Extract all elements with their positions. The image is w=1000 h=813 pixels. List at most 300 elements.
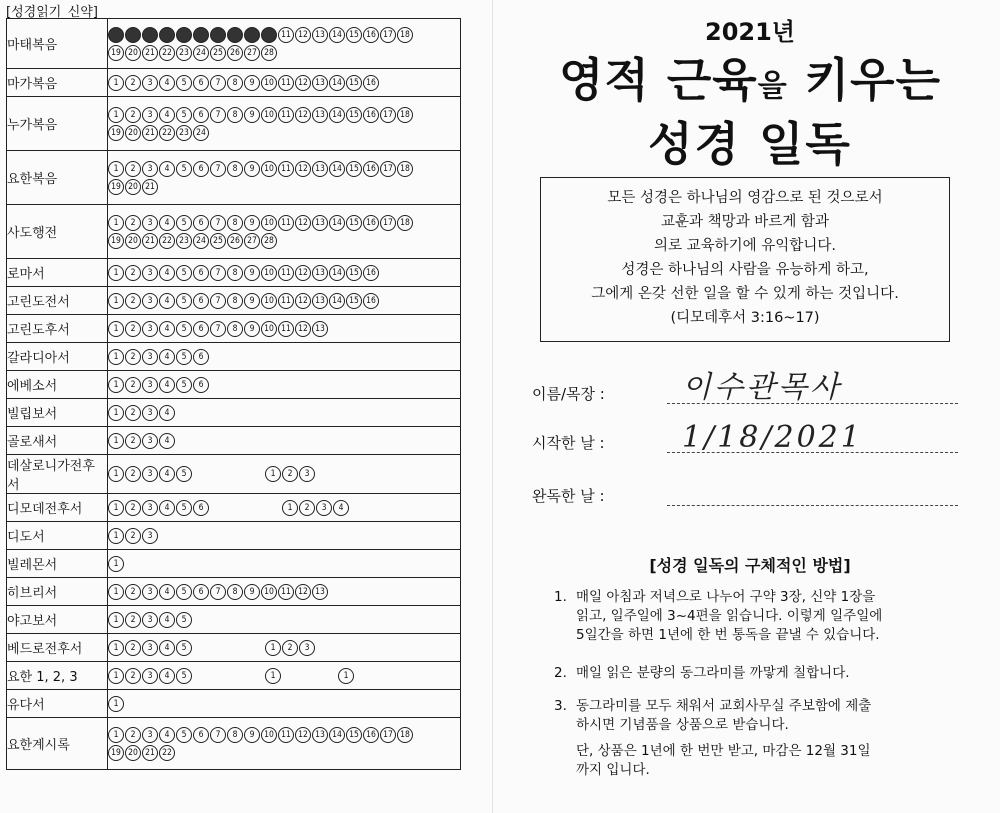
step-line: 하시면 기념품을 상품으로 받습니다. xyxy=(576,717,789,733)
chapter-circle[interactable]: 5 xyxy=(176,321,192,337)
chapter-circle[interactable]: 4 xyxy=(159,405,175,421)
chapter-circle[interactable]: 1 xyxy=(108,321,124,337)
chapter-circle[interactable]: 11 xyxy=(278,107,294,123)
chapter-circle[interactable]: 20 xyxy=(125,233,141,249)
chapter-circle[interactable]: 7 xyxy=(210,161,226,177)
chapter-cell xyxy=(108,606,461,634)
chapter-circle[interactable]: 12 xyxy=(295,293,311,309)
chapter-circle[interactable]: 9 xyxy=(244,321,260,337)
chapter-circle[interactable]: 1 xyxy=(108,612,124,628)
chapter-circle[interactable]: 1 xyxy=(108,405,124,421)
chapter-line xyxy=(108,215,460,231)
chapter-circle[interactable]: 10 xyxy=(261,584,277,600)
book-name: 유다서 xyxy=(7,690,108,718)
chapter-circle[interactable]: 12 xyxy=(295,27,311,43)
book-name: 요한 1, 2, 3 xyxy=(7,662,108,690)
chapter-circle[interactable]: 15 xyxy=(346,27,362,43)
chapter-circle[interactable]: 25 xyxy=(210,233,226,249)
chapter-circle[interactable]: 5 xyxy=(176,727,192,743)
chapter-circle[interactable]: 18 xyxy=(397,215,413,231)
chapter-circle[interactable]: 10 xyxy=(261,75,277,91)
chapter-circle[interactable]: 1 xyxy=(108,528,124,544)
chapter-circle[interactable]: 9 xyxy=(244,161,260,177)
chapter-circle[interactable]: 14 xyxy=(329,75,345,91)
chapter-circle[interactable]: 28 xyxy=(261,233,277,249)
finish-line xyxy=(667,505,958,506)
chapter-circle[interactable]: 1 xyxy=(108,27,124,43)
chapter-circle[interactable]: 3 xyxy=(142,321,158,337)
chapter-circle[interactable]: 4 xyxy=(159,27,175,43)
chapter-circle[interactable]: 3 xyxy=(142,584,158,600)
chapter-circle[interactable]: 27 xyxy=(244,45,260,61)
chapter-circle[interactable]: 1 xyxy=(108,433,124,449)
chapter-circle[interactable]: 1 xyxy=(108,215,124,231)
chapter-cell xyxy=(108,343,461,371)
chapter-circle[interactable]: 2 xyxy=(125,265,141,281)
chapter-circle[interactable]: 7 xyxy=(210,27,226,43)
chapter-circle[interactable]: 22 xyxy=(159,45,175,61)
chapter-circle[interactable]: 21 xyxy=(142,125,158,141)
book-row xyxy=(7,259,461,287)
chapter-circle[interactable]: 8 xyxy=(227,161,243,177)
chapter-circle[interactable]: 4 xyxy=(159,433,175,449)
chapter-circle[interactable]: 2 xyxy=(125,293,141,309)
chapter-circle[interactable]: 16 xyxy=(363,107,379,123)
chapter-circle[interactable]: 9 xyxy=(244,265,260,281)
chapter-circle[interactable]: 12 xyxy=(295,727,311,743)
chapter-circle[interactable]: 2 xyxy=(125,500,141,516)
chapter-circle[interactable]: 5 xyxy=(176,377,192,393)
chapter-circle[interactable]: 2 xyxy=(125,377,141,393)
chapter-circle[interactable]: 3 xyxy=(316,500,332,516)
chapter-circle[interactable]: 4 xyxy=(159,75,175,91)
chapter-circle[interactable]: 24 xyxy=(193,45,209,61)
chapter-circle[interactable]: 17 xyxy=(380,215,396,231)
chapter-circle[interactable]: 2 xyxy=(125,321,141,337)
chapter-circle[interactable]: 5 xyxy=(176,215,192,231)
chapter-circle[interactable]: 2 xyxy=(125,668,141,684)
chapter-cell xyxy=(108,662,461,690)
chapter-circle[interactable]: 16 xyxy=(363,293,379,309)
chapter-circle[interactable]: 4 xyxy=(159,466,175,482)
book-row xyxy=(7,151,461,205)
chapter-circle[interactable]: 20 xyxy=(125,745,141,761)
chapter-cell xyxy=(108,550,461,578)
chapter-circle[interactable]: 18 xyxy=(397,27,413,43)
chapter-circle[interactable]: 3 xyxy=(142,215,158,231)
chapter-circle[interactable]: 2 xyxy=(125,215,141,231)
chapter-circle[interactable]: 28 xyxy=(261,45,277,61)
book-row xyxy=(7,718,461,770)
chapter-circle[interactable]: 14 xyxy=(329,265,345,281)
chapter-circle[interactable]: 11 xyxy=(278,215,294,231)
chapter-circle[interactable]: 9 xyxy=(244,215,260,231)
chapter-circle[interactable]: 13 xyxy=(312,75,328,91)
chapter-circle[interactable]: 19 xyxy=(108,125,124,141)
chapter-circle[interactable]: 3 xyxy=(142,265,158,281)
chapter-circle[interactable]: 1 xyxy=(108,500,124,516)
chapter-circle[interactable]: 18 xyxy=(397,727,413,743)
chapter-circle[interactable]: 17 xyxy=(380,727,396,743)
chapter-circle[interactable]: 4 xyxy=(159,668,175,684)
chapter-circle[interactable]: 1 xyxy=(265,466,281,482)
book-row xyxy=(7,690,461,718)
chapter-circle[interactable]: 11 xyxy=(278,727,294,743)
chapter-circle[interactable]: 4 xyxy=(159,215,175,231)
chapter-circle[interactable]: 11 xyxy=(278,27,294,43)
chapter-circle[interactable]: 4 xyxy=(333,500,349,516)
chapter-circle[interactable]: 1 xyxy=(108,668,124,684)
book-row xyxy=(7,205,461,259)
chapter-circle[interactable]: 22 xyxy=(159,745,175,761)
chapter-circle[interactable]: 14 xyxy=(329,107,345,123)
chapter-circle[interactable]: 7 xyxy=(210,584,226,600)
chapter-circle[interactable]: 3 xyxy=(142,377,158,393)
chapter-circle[interactable]: 8 xyxy=(227,727,243,743)
chapter-circle[interactable]: 5 xyxy=(176,75,192,91)
chapter-circle[interactable]: 2 xyxy=(125,466,141,482)
chapter-circle[interactable]: 5 xyxy=(176,265,192,281)
chapter-circle[interactable]: 4 xyxy=(159,161,175,177)
chapter-circle[interactable]: 1 xyxy=(108,556,124,572)
chapter-circle[interactable]: 10 xyxy=(261,727,277,743)
chapter-circle[interactable]: 20 xyxy=(125,125,141,141)
chapter-circle[interactable]: 3 xyxy=(142,433,158,449)
chapter-circle[interactable]: 5 xyxy=(176,612,192,628)
chapter-circle[interactable]: 10 xyxy=(261,27,277,43)
finish-date-field[interactable] xyxy=(532,480,972,510)
chapter-circle[interactable]: 7 xyxy=(210,107,226,123)
chapter-circle[interactable]: 5 xyxy=(176,27,192,43)
chapter-circle[interactable]: 1 xyxy=(108,75,124,91)
chapter-circle[interactable]: 1 xyxy=(282,500,298,516)
chapter-circle[interactable]: 13 xyxy=(312,27,328,43)
chapter-circle[interactable]: 1 xyxy=(108,640,124,656)
chapter-circle[interactable]: 4 xyxy=(159,265,175,281)
chapter-circle[interactable]: 21 xyxy=(142,745,158,761)
chapter-circle[interactable]: 4 xyxy=(159,500,175,516)
chapter-circle[interactable]: 2 xyxy=(125,161,141,177)
chapter-line xyxy=(108,27,460,43)
book-name: 골로새서 xyxy=(7,427,108,455)
chapter-circle[interactable]: 27 xyxy=(244,233,260,249)
chapter-circle[interactable]: 25 xyxy=(210,45,226,61)
chapter-circle[interactable]: 23 xyxy=(176,45,192,61)
book-name: 히브리서 xyxy=(7,578,108,606)
chapter-circle[interactable]: 24 xyxy=(193,233,209,249)
chapter-circle[interactable]: 8 xyxy=(227,215,243,231)
chapter-circle[interactable]: 3 xyxy=(142,500,158,516)
section-label: [성경읽기_신약] xyxy=(6,5,98,20)
chapter-circle[interactable]: 3 xyxy=(142,107,158,123)
chapter-circle[interactable]: 10 xyxy=(261,265,277,281)
chapter-circle[interactable]: 8 xyxy=(227,265,243,281)
chapter-circle[interactable]: 12 xyxy=(295,161,311,177)
chapter-circle[interactable]: 6 xyxy=(193,265,209,281)
chapter-circle[interactable]: 12 xyxy=(295,265,311,281)
chapter-circle[interactable]: 22 xyxy=(159,233,175,249)
chapter-circle[interactable]: 3 xyxy=(142,161,158,177)
chapter-circle[interactable]: 1 xyxy=(108,293,124,309)
chapter-circle[interactable]: 24 xyxy=(193,125,209,141)
chapter-line xyxy=(108,321,460,337)
chapter-circle[interactable]: 9 xyxy=(244,293,260,309)
chapter-line xyxy=(108,349,460,365)
chapter-circle[interactable]: 12 xyxy=(295,107,311,123)
book-row xyxy=(7,662,461,690)
chapter-circle[interactable]: 23 xyxy=(176,125,192,141)
chapter-circle[interactable]: 2 xyxy=(125,107,141,123)
chapter-circle[interactable]: 9 xyxy=(244,75,260,91)
chapter-circle[interactable]: 7 xyxy=(210,293,226,309)
chapter-circle[interactable]: 16 xyxy=(363,265,379,281)
chapter-circle[interactable]: 11 xyxy=(278,75,294,91)
chapter-circle[interactable]: 15 xyxy=(346,215,362,231)
chapter-circle[interactable]: 11 xyxy=(278,265,294,281)
chapter-circle[interactable]: 2 xyxy=(125,612,141,628)
chapter-circle[interactable]: 6 xyxy=(193,584,209,600)
chapter-circle[interactable]: 6 xyxy=(193,27,209,43)
chapter-circle[interactable]: 6 xyxy=(193,161,209,177)
chapter-circle[interactable]: 4 xyxy=(159,640,175,656)
chapter-circle[interactable]: 3 xyxy=(142,405,158,421)
chapter-circle[interactable]: 3 xyxy=(142,349,158,365)
chapter-circle[interactable]: 16 xyxy=(363,215,379,231)
chapter-circle[interactable]: 12 xyxy=(295,75,311,91)
chapter-circle[interactable]: 22 xyxy=(159,125,175,141)
chapter-circle[interactable]: 6 xyxy=(193,377,209,393)
chapter-circle[interactable]: 21 xyxy=(142,45,158,61)
chapter-circle[interactable]: 2 xyxy=(125,727,141,743)
chapter-circle[interactable]: 2 xyxy=(125,75,141,91)
chapter-circle[interactable]: 3 xyxy=(142,75,158,91)
chapter-circle[interactable]: 2 xyxy=(125,584,141,600)
chapter-circle[interactable]: 5 xyxy=(176,584,192,600)
chapter-circle[interactable]: 16 xyxy=(363,75,379,91)
chapter-circle[interactable]: 13 xyxy=(312,584,328,600)
chapter-circle[interactable]: 17 xyxy=(380,107,396,123)
chapter-circle[interactable]: 14 xyxy=(329,161,345,177)
chapter-circle[interactable]: 4 xyxy=(159,612,175,628)
chapter-circle[interactable]: 7 xyxy=(210,321,226,337)
chapter-circle[interactable]: 3 xyxy=(142,466,158,482)
name-label: 이름/목장 : xyxy=(532,385,605,403)
chapter-circle[interactable]: 20 xyxy=(125,179,141,195)
chapter-circle[interactable]: 9 xyxy=(244,27,260,43)
chapter-cell xyxy=(108,455,461,494)
chapter-circle[interactable]: 1 xyxy=(108,161,124,177)
chapter-circle[interactable]: 19 xyxy=(108,45,124,61)
chapter-circle[interactable]: 6 xyxy=(193,321,209,337)
chapter-circle[interactable]: 15 xyxy=(346,293,362,309)
chapter-circle[interactable]: 1 xyxy=(108,377,124,393)
chapter-circle[interactable]: 1 xyxy=(338,668,354,684)
chapter-circle[interactable]: 1 xyxy=(108,584,124,600)
chapter-circle[interactable]: 1 xyxy=(265,640,281,656)
chapter-line xyxy=(108,293,460,309)
chapter-circle[interactable]: 5 xyxy=(176,349,192,365)
chapter-circle[interactable]: 3 xyxy=(142,293,158,309)
chapter-circle[interactable]: 10 xyxy=(261,293,277,309)
book-name: 디도서 xyxy=(7,522,108,550)
name-field[interactable] xyxy=(532,370,972,408)
chapter-circle[interactable]: 13 xyxy=(312,727,328,743)
chapter-circle[interactable]: 5 xyxy=(176,668,192,684)
book-name: 마태복음 xyxy=(7,19,108,69)
chapter-circle[interactable]: 3 xyxy=(142,528,158,544)
chapter-circle[interactable]: 3 xyxy=(142,668,158,684)
chapter-circle[interactable]: 11 xyxy=(278,321,294,337)
chapter-circle[interactable]: 6 xyxy=(193,727,209,743)
title-part-a: 영적 근육 xyxy=(558,53,758,107)
chapter-circle[interactable]: 21 xyxy=(142,233,158,249)
chapter-circle[interactable]: 5 xyxy=(176,293,192,309)
chapter-circle[interactable]: 14 xyxy=(329,727,345,743)
chapter-circle[interactable]: 17 xyxy=(380,27,396,43)
chapter-circle[interactable]: 10 xyxy=(261,321,277,337)
chapter-circle[interactable]: 2 xyxy=(125,349,141,365)
chapter-circle[interactable]: 10 xyxy=(261,215,277,231)
chapter-circle[interactable]: 2 xyxy=(125,405,141,421)
chapter-circle[interactable]: 5 xyxy=(176,107,192,123)
book-row xyxy=(7,578,461,606)
chapter-circle[interactable]: 5 xyxy=(176,466,192,482)
chapter-circle[interactable]: 5 xyxy=(176,500,192,516)
chapter-line xyxy=(108,640,460,656)
chapter-circle[interactable]: 19 xyxy=(108,179,124,195)
start-date-field[interactable] xyxy=(532,420,972,457)
chapter-line xyxy=(108,500,460,516)
chapter-circle[interactable]: 4 xyxy=(159,321,175,337)
chapter-circle[interactable]: 15 xyxy=(346,75,362,91)
chapter-circle[interactable]: 6 xyxy=(193,107,209,123)
chapter-circle[interactable]: 13 xyxy=(312,215,328,231)
chapter-circle[interactable]: 7 xyxy=(210,265,226,281)
chapter-circle[interactable]: 5 xyxy=(176,161,192,177)
chapter-circle[interactable]: 6 xyxy=(193,293,209,309)
chapter-circle[interactable]: 6 xyxy=(193,349,209,365)
chapter-circle[interactable]: 4 xyxy=(159,293,175,309)
chapter-circle[interactable]: 3 xyxy=(142,640,158,656)
chapter-circle[interactable]: 1 xyxy=(108,466,124,482)
chapter-circle[interactable]: 2 xyxy=(125,640,141,656)
chapter-circle[interactable]: 9 xyxy=(244,584,260,600)
chapter-circle[interactable]: 3 xyxy=(299,640,315,656)
year-heading: 2021년 xyxy=(705,18,795,46)
chapter-circle[interactable]: 15 xyxy=(346,161,362,177)
chapter-circle[interactable]: 13 xyxy=(312,321,328,337)
chapter-circle[interactable]: 4 xyxy=(159,727,175,743)
chapter-circle[interactable]: 23 xyxy=(176,233,192,249)
chapter-circle[interactable]: 3 xyxy=(142,612,158,628)
chapter-circle[interactable]: 11 xyxy=(278,584,294,600)
chapter-circle[interactable]: 16 xyxy=(363,27,379,43)
chapter-circle[interactable]: 1 xyxy=(108,349,124,365)
chapter-circle[interactable]: 8 xyxy=(227,584,243,600)
chapter-circle[interactable]: 16 xyxy=(363,727,379,743)
chapter-circle[interactable]: 10 xyxy=(261,161,277,177)
chapter-circle[interactable]: 13 xyxy=(312,293,328,309)
chapter-circle[interactable]: 9 xyxy=(244,107,260,123)
book-row xyxy=(7,315,461,343)
chapter-circle[interactable]: 1 xyxy=(108,107,124,123)
chapter-circle[interactable]: 14 xyxy=(329,293,345,309)
chapter-circle[interactable]: 6 xyxy=(193,500,209,516)
chapter-circle[interactable]: 14 xyxy=(329,27,345,43)
chapter-circle[interactable]: 15 xyxy=(346,107,362,123)
chapter-circle[interactable]: 1 xyxy=(265,668,281,684)
chapter-circle[interactable]: 8 xyxy=(227,27,243,43)
chapter-circle[interactable]: 18 xyxy=(397,107,413,123)
chapter-circle[interactable]: 13 xyxy=(312,265,328,281)
chapter-circle[interactable]: 4 xyxy=(159,349,175,365)
chapter-circle[interactable]: 8 xyxy=(227,107,243,123)
chapter-circle[interactable]: 11 xyxy=(278,293,294,309)
chapter-circle[interactable]: 21 xyxy=(142,179,158,195)
chapter-circle[interactable]: 1 xyxy=(108,265,124,281)
chapter-circle[interactable]: 3 xyxy=(142,727,158,743)
chapter-circle[interactable]: 7 xyxy=(210,75,226,91)
chapter-circle[interactable]: 12 xyxy=(295,584,311,600)
chapter-circle[interactable]: 17 xyxy=(380,161,396,177)
chapter-circle[interactable]: 12 xyxy=(295,321,311,337)
main-title xyxy=(500,44,1000,110)
chapter-circle[interactable]: 13 xyxy=(312,161,328,177)
chapter-circle[interactable]: 8 xyxy=(227,293,243,309)
chapter-line xyxy=(108,528,460,544)
chapter-circle[interactable]: 10 xyxy=(261,107,277,123)
chapter-circle[interactable]: 5 xyxy=(176,640,192,656)
chapter-circle[interactable]: 15 xyxy=(346,727,362,743)
chapter-circle[interactable]: 7 xyxy=(210,215,226,231)
chapter-circle[interactable]: 2 xyxy=(282,466,298,482)
verse-reference: (디모데후서 3:16~17) xyxy=(670,310,820,326)
chapter-circle[interactable]: 1 xyxy=(108,696,124,712)
chapter-circle[interactable]: 8 xyxy=(227,321,243,337)
chapter-circle[interactable]: 9 xyxy=(244,727,260,743)
chapter-circle[interactable]: 2 xyxy=(299,500,315,516)
chapter-circle[interactable]: 2 xyxy=(125,433,141,449)
chapter-circle[interactable]: 8 xyxy=(227,75,243,91)
chapter-circle[interactable]: 13 xyxy=(312,107,328,123)
chapter-circle[interactable]: 16 xyxy=(363,161,379,177)
chapter-circle[interactable]: 4 xyxy=(159,107,175,123)
chapter-circle[interactable]: 11 xyxy=(278,161,294,177)
chapter-circle[interactable]: 3 xyxy=(299,466,315,482)
chapter-circle[interactable]: 19 xyxy=(108,745,124,761)
chapter-circle[interactable]: 6 xyxy=(193,215,209,231)
chapter-circle[interactable]: 19 xyxy=(108,233,124,249)
chapter-circle[interactable]: 4 xyxy=(159,377,175,393)
chapter-circle[interactable]: 1 xyxy=(108,727,124,743)
step-note xyxy=(554,742,974,780)
chapter-circle[interactable]: 2 xyxy=(125,27,141,43)
chapter-circle[interactable]: 26 xyxy=(227,233,243,249)
chapter-circle[interactable]: 4 xyxy=(159,584,175,600)
chapter-circle[interactable]: 18 xyxy=(397,161,413,177)
chapter-circle[interactable]: 7 xyxy=(210,727,226,743)
chapter-circle[interactable]: 20 xyxy=(125,45,141,61)
chapter-circle[interactable]: 12 xyxy=(295,215,311,231)
chapter-circle[interactable]: 15 xyxy=(346,265,362,281)
chapter-circle[interactable]: 2 xyxy=(125,528,141,544)
chapter-circle[interactable]: 6 xyxy=(193,75,209,91)
chapter-circle[interactable]: 26 xyxy=(227,45,243,61)
chapter-circle[interactable]: 14 xyxy=(329,215,345,231)
step-3 xyxy=(554,697,974,735)
chapter-circle[interactable]: 2 xyxy=(282,640,298,656)
chapter-circle[interactable]: 3 xyxy=(142,27,158,43)
